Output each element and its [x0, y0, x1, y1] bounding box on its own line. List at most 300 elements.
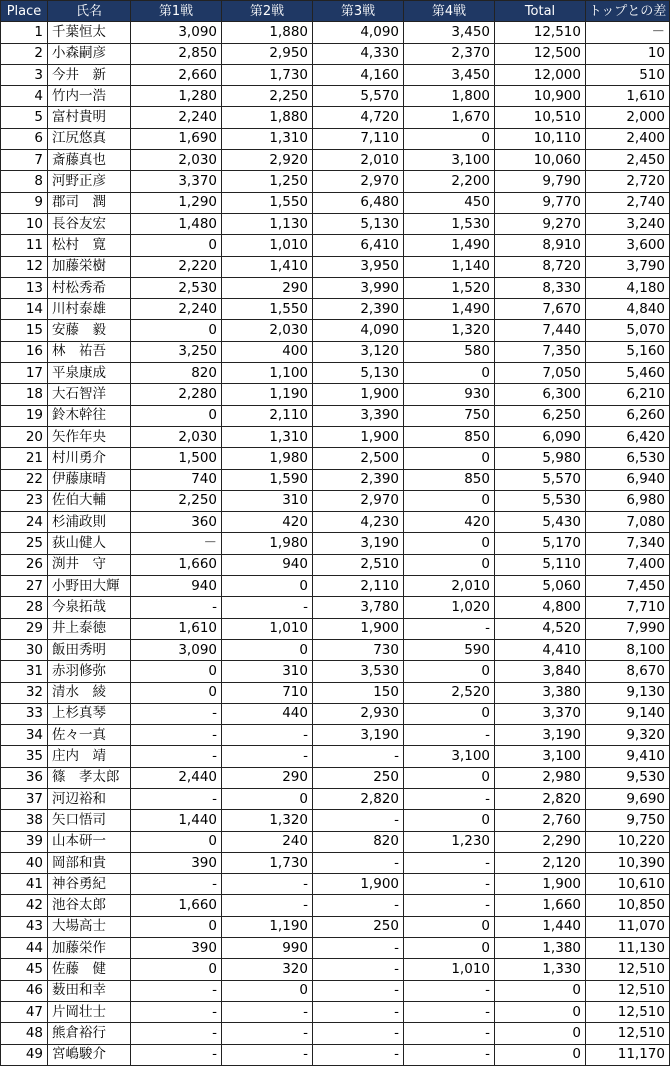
- place-cell: 45: [1, 959, 48, 980]
- round-3-cell: 820: [313, 831, 404, 852]
- round-1-cell: 3,250: [131, 341, 222, 362]
- table-row: [1, 639, 670, 660]
- round-2-cell: 1,010: [222, 618, 313, 639]
- round-1-cell: 2,220: [131, 256, 222, 277]
- gap-cell: 9,750: [586, 810, 670, 831]
- round-2-cell: -: [222, 1023, 313, 1044]
- round-1-cell: 360: [131, 512, 222, 533]
- round-2-cell: 1,190: [222, 384, 313, 405]
- total-cell: 3,840: [495, 661, 586, 682]
- round-3-cell: -: [313, 1044, 404, 1065]
- round-2-cell: 400: [222, 341, 313, 362]
- table-row: [1, 703, 670, 724]
- gap-cell: 7,710: [586, 597, 670, 618]
- round-1-cell: 1,690: [131, 128, 222, 149]
- table-row: [1, 746, 670, 767]
- table-row: [1, 938, 670, 959]
- total-cell: 10,060: [495, 150, 586, 171]
- name-cell: 長谷友宏: [48, 213, 131, 234]
- round-2-cell: -: [222, 725, 313, 746]
- table-row: [1, 107, 670, 128]
- name-cell: 佐々一真: [48, 725, 131, 746]
- table-row: [1, 320, 670, 341]
- round-1-cell: -: [131, 746, 222, 767]
- round-3-cell: 4,160: [313, 64, 404, 85]
- round-1-cell: 3,090: [131, 639, 222, 660]
- place-cell: 35: [1, 746, 48, 767]
- round-2-cell: -: [222, 874, 313, 895]
- gap-cell: 8,670: [586, 661, 670, 682]
- round-1-cell: 1,440: [131, 810, 222, 831]
- round-3-cell: 3,950: [313, 256, 404, 277]
- total-cell: 3,380: [495, 682, 586, 703]
- total-cell: 8,910: [495, 235, 586, 256]
- table-row: [1, 512, 670, 533]
- place-cell: 11: [1, 235, 48, 256]
- round-1-cell: 0: [131, 682, 222, 703]
- round-4-cell: 3,100: [404, 746, 495, 767]
- place-cell: 49: [1, 1044, 48, 1065]
- round-1-cell: -: [131, 788, 222, 809]
- name-cell: 片岡壮士: [48, 1001, 131, 1022]
- name-cell: 小野田大輝: [48, 576, 131, 597]
- round-2-cell: 1,590: [222, 469, 313, 490]
- total-cell: 6,090: [495, 426, 586, 447]
- header-row: [1, 1, 670, 22]
- round-4-cell: 0: [404, 703, 495, 724]
- round-4-cell: 1,140: [404, 256, 495, 277]
- total-cell: 2,120: [495, 852, 586, 873]
- name-cell: 佐藤 健: [48, 959, 131, 980]
- table-row: [1, 277, 670, 298]
- round-4-cell: -: [404, 852, 495, 873]
- name-cell: 竹内一浩: [48, 86, 131, 107]
- round-1-cell: -: [131, 597, 222, 618]
- round-4-cell: 1,530: [404, 213, 495, 234]
- round-4-cell: 2,370: [404, 43, 495, 64]
- place-cell: 42: [1, 895, 48, 916]
- round-4-cell: -: [404, 874, 495, 895]
- round-2-cell: 310: [222, 661, 313, 682]
- name-cell: 河野正彦: [48, 171, 131, 192]
- name-cell: 熊倉裕行: [48, 1023, 131, 1044]
- place-cell: 21: [1, 448, 48, 469]
- round-2-cell: 320: [222, 959, 313, 980]
- name-cell: 山本研一: [48, 831, 131, 852]
- round-2-cell: -: [222, 746, 313, 767]
- round-1-cell: 0: [131, 831, 222, 852]
- gap-cell: 2,740: [586, 192, 670, 213]
- gap-cell: 10: [586, 43, 670, 64]
- table-row: [1, 299, 670, 320]
- total-cell: 7,350: [495, 341, 586, 362]
- gap-cell: 9,320: [586, 725, 670, 746]
- round-3-cell: 3,190: [313, 533, 404, 554]
- round-2-cell: 990: [222, 938, 313, 959]
- total-cell: 7,050: [495, 363, 586, 384]
- total-cell: 1,330: [495, 959, 586, 980]
- place-cell: 23: [1, 490, 48, 511]
- gap-cell: 510: [586, 64, 670, 85]
- name-cell: 佐伯大輔: [48, 490, 131, 511]
- round-1-cell: 2,280: [131, 384, 222, 405]
- round-1-cell: -: [131, 703, 222, 724]
- round-1-cell: 0: [131, 661, 222, 682]
- place-cell: 39: [1, 831, 48, 852]
- round-2-cell: 290: [222, 277, 313, 298]
- header-gap-to-top: トップとの差: [586, 1, 670, 22]
- round-4-cell: 0: [404, 916, 495, 937]
- total-cell: 7,440: [495, 320, 586, 341]
- name-cell: 赤羽修弥: [48, 661, 131, 682]
- name-cell: 千葉恒太: [48, 22, 131, 43]
- round-2-cell: 1,730: [222, 852, 313, 873]
- round-2-cell: 1,250: [222, 171, 313, 192]
- gap-cell: 7,400: [586, 554, 670, 575]
- gap-cell: 3,600: [586, 235, 670, 256]
- round-4-cell: 2,520: [404, 682, 495, 703]
- round-4-cell: 1,490: [404, 235, 495, 256]
- name-cell: 荻山健人: [48, 533, 131, 554]
- round-1-cell: 390: [131, 852, 222, 873]
- name-cell: 林 祐吾: [48, 341, 131, 362]
- name-cell: 飯田秀明: [48, 639, 131, 660]
- round-1-cell: 0: [131, 916, 222, 937]
- gap-cell: 11,070: [586, 916, 670, 937]
- name-cell: 井上泰徳: [48, 618, 131, 639]
- round-1-cell: 2,030: [131, 426, 222, 447]
- table-row: [1, 384, 670, 405]
- table-row: [1, 618, 670, 639]
- round-3-cell: -: [313, 959, 404, 980]
- round-1-cell: 1,610: [131, 618, 222, 639]
- name-cell: 郡司 潤: [48, 192, 131, 213]
- place-cell: 37: [1, 788, 48, 809]
- gap-cell: 3,790: [586, 256, 670, 277]
- header-round-3: 第3戦: [313, 1, 404, 22]
- total-cell: 6,300: [495, 384, 586, 405]
- round-3-cell: 7,110: [313, 128, 404, 149]
- round-2-cell: 2,250: [222, 86, 313, 107]
- table-row: [1, 363, 670, 384]
- round-4-cell: 450: [404, 192, 495, 213]
- name-cell: 池谷太郎: [48, 895, 131, 916]
- gap-cell: 12,510: [586, 1023, 670, 1044]
- round-4-cell: 930: [404, 384, 495, 405]
- round-3-cell: -: [313, 810, 404, 831]
- round-2-cell: 1,130: [222, 213, 313, 234]
- round-1-cell: 2,440: [131, 767, 222, 788]
- total-cell: 9,270: [495, 213, 586, 234]
- table-row: [1, 916, 670, 937]
- round-4-cell: -: [404, 788, 495, 809]
- round-1-cell: 3,370: [131, 171, 222, 192]
- round-1-cell: 940: [131, 576, 222, 597]
- round-1-cell: 3,090: [131, 22, 222, 43]
- place-cell: 26: [1, 554, 48, 575]
- round-2-cell: 240: [222, 831, 313, 852]
- table-row: [1, 725, 670, 746]
- total-cell: 2,980: [495, 767, 586, 788]
- table-row: [1, 661, 670, 682]
- place-cell: 10: [1, 213, 48, 234]
- round-3-cell: 2,930: [313, 703, 404, 724]
- round-3-cell: 2,390: [313, 299, 404, 320]
- round-2-cell: 1,880: [222, 107, 313, 128]
- round-1-cell: -: [131, 980, 222, 1001]
- place-cell: 36: [1, 767, 48, 788]
- table-row: [1, 554, 670, 575]
- round-4-cell: -: [404, 725, 495, 746]
- total-cell: 1,380: [495, 938, 586, 959]
- round-4-cell: 1,010: [404, 959, 495, 980]
- gap-cell: 6,940: [586, 469, 670, 490]
- gap-cell: 6,210: [586, 384, 670, 405]
- place-cell: 15: [1, 320, 48, 341]
- round-4-cell: 1,020: [404, 597, 495, 618]
- total-cell: 5,530: [495, 490, 586, 511]
- round-1-cell: -: [131, 1023, 222, 1044]
- round-2-cell: -: [222, 1001, 313, 1022]
- place-cell: 6: [1, 128, 48, 149]
- round-2-cell: 0: [222, 980, 313, 1001]
- total-cell: 12,510: [495, 22, 586, 43]
- round-1-cell: 0: [131, 235, 222, 256]
- gap-cell: 5,460: [586, 363, 670, 384]
- place-cell: 24: [1, 512, 48, 533]
- header-round-2: 第2戦: [222, 1, 313, 22]
- round-3-cell: 3,530: [313, 661, 404, 682]
- round-4-cell: 2,010: [404, 576, 495, 597]
- table-row: [1, 1023, 670, 1044]
- round-1-cell: -: [131, 1001, 222, 1022]
- round-4-cell: 0: [404, 533, 495, 554]
- header-round-1: 第1戦: [131, 1, 222, 22]
- round-4-cell: 750: [404, 405, 495, 426]
- round-1-cell: 0: [131, 959, 222, 980]
- name-cell: 加藤栄樹: [48, 256, 131, 277]
- table-row: [1, 405, 670, 426]
- place-cell: 48: [1, 1023, 48, 1044]
- table-row: [1, 533, 670, 554]
- gap-cell: 2,720: [586, 171, 670, 192]
- round-4-cell: 2,200: [404, 171, 495, 192]
- header-name: 氏名: [48, 1, 131, 22]
- total-cell: 6,250: [495, 405, 586, 426]
- total-cell: 4,410: [495, 639, 586, 660]
- round-2-cell: 940: [222, 554, 313, 575]
- round-3-cell: -: [313, 746, 404, 767]
- total-cell: 4,800: [495, 597, 586, 618]
- total-cell: 7,670: [495, 299, 586, 320]
- name-cell: 庄内 靖: [48, 746, 131, 767]
- round-3-cell: 6,410: [313, 235, 404, 256]
- place-cell: 14: [1, 299, 48, 320]
- table-row: [1, 959, 670, 980]
- gap-cell: 5,160: [586, 341, 670, 362]
- table-row: [1, 426, 670, 447]
- round-1-cell: 2,850: [131, 43, 222, 64]
- round-4-cell: 3,100: [404, 150, 495, 171]
- gap-cell: 4,840: [586, 299, 670, 320]
- gap-cell: 7,990: [586, 618, 670, 639]
- total-cell: 2,290: [495, 831, 586, 852]
- name-cell: 清水 綾: [48, 682, 131, 703]
- round-4-cell: 1,320: [404, 320, 495, 341]
- name-cell: 今井 新: [48, 64, 131, 85]
- table-row: [1, 1044, 670, 1065]
- round-2-cell: 1,410: [222, 256, 313, 277]
- name-cell: 大場高士: [48, 916, 131, 937]
- gap-cell: 2,400: [586, 128, 670, 149]
- gap-cell: 12,510: [586, 1001, 670, 1022]
- table-row: [1, 171, 670, 192]
- round-2-cell: 1,550: [222, 192, 313, 213]
- name-cell: 小森嗣彦: [48, 43, 131, 64]
- place-cell: 43: [1, 916, 48, 937]
- table-row: [1, 235, 670, 256]
- round-2-cell: 0: [222, 576, 313, 597]
- gap-cell: 11,130: [586, 938, 670, 959]
- total-cell: 10,110: [495, 128, 586, 149]
- round-4-cell: -: [404, 618, 495, 639]
- round-3-cell: 3,990: [313, 277, 404, 298]
- table-row: [1, 767, 670, 788]
- table-row: [1, 256, 670, 277]
- table-row: [1, 86, 670, 107]
- round-3-cell: 2,820: [313, 788, 404, 809]
- round-3-cell: 1,900: [313, 384, 404, 405]
- round-1-cell: 0: [131, 405, 222, 426]
- round-4-cell: 850: [404, 469, 495, 490]
- round-3-cell: 2,510: [313, 554, 404, 575]
- round-3-cell: -: [313, 1001, 404, 1022]
- round-4-cell: 1,670: [404, 107, 495, 128]
- round-1-cell: 2,530: [131, 277, 222, 298]
- table-row: [1, 852, 670, 873]
- round-3-cell: 5,570: [313, 86, 404, 107]
- table-row: [1, 597, 670, 618]
- round-2-cell: 1,880: [222, 22, 313, 43]
- total-cell: 2,760: [495, 810, 586, 831]
- name-cell: 村松秀希: [48, 277, 131, 298]
- total-cell: 2,820: [495, 788, 586, 809]
- round-4-cell: 3,450: [404, 22, 495, 43]
- round-1-cell: 2,030: [131, 150, 222, 171]
- place-cell: 1: [1, 22, 48, 43]
- header-total: Total: [495, 1, 586, 22]
- place-cell: 34: [1, 725, 48, 746]
- round-2-cell: 420: [222, 512, 313, 533]
- name-cell: 上杉真琴: [48, 703, 131, 724]
- round-3-cell: 1,900: [313, 426, 404, 447]
- table-row: [1, 192, 670, 213]
- round-4-cell: 1,230: [404, 831, 495, 852]
- round-3-cell: 250: [313, 916, 404, 937]
- round-3-cell: 2,010: [313, 150, 404, 171]
- round-2-cell: 0: [222, 788, 313, 809]
- name-cell: 松村 寛: [48, 235, 131, 256]
- round-4-cell: 1,490: [404, 299, 495, 320]
- place-cell: 44: [1, 938, 48, 959]
- place-cell: 20: [1, 426, 48, 447]
- round-4-cell: 1,800: [404, 86, 495, 107]
- round-4-cell: 0: [404, 661, 495, 682]
- round-2-cell: 1,100: [222, 363, 313, 384]
- place-cell: 7: [1, 150, 48, 171]
- header-place: Place: [1, 1, 48, 22]
- round-3-cell: 3,190: [313, 725, 404, 746]
- table-row: [1, 128, 670, 149]
- total-cell: 9,770: [495, 192, 586, 213]
- total-cell: 9,790: [495, 171, 586, 192]
- round-2-cell: 1,980: [222, 533, 313, 554]
- round-3-cell: 1,900: [313, 618, 404, 639]
- total-cell: 5,570: [495, 469, 586, 490]
- place-cell: 32: [1, 682, 48, 703]
- place-cell: 47: [1, 1001, 48, 1022]
- round-3-cell: 2,970: [313, 490, 404, 511]
- table-row: [1, 150, 670, 171]
- total-cell: 12,000: [495, 64, 586, 85]
- round-3-cell: 1,900: [313, 874, 404, 895]
- round-1-cell: －: [131, 533, 222, 554]
- round-3-cell: 4,090: [313, 320, 404, 341]
- total-cell: 5,110: [495, 554, 586, 575]
- round-2-cell: 0: [222, 639, 313, 660]
- total-cell: 5,060: [495, 576, 586, 597]
- header-round-4: 第4戦: [404, 1, 495, 22]
- round-4-cell: 420: [404, 512, 495, 533]
- round-3-cell: 4,720: [313, 107, 404, 128]
- place-cell: 4: [1, 86, 48, 107]
- gap-cell: 12,510: [586, 980, 670, 1001]
- total-cell: 3,370: [495, 703, 586, 724]
- table-row: [1, 874, 670, 895]
- name-cell: 加藤栄作: [48, 938, 131, 959]
- gap-cell: 7,450: [586, 576, 670, 597]
- name-cell: 平泉康成: [48, 363, 131, 384]
- round-2-cell: 1,730: [222, 64, 313, 85]
- name-cell: 岡部和貴: [48, 852, 131, 873]
- round-1-cell: 1,290: [131, 192, 222, 213]
- name-cell: 渕井 守: [48, 554, 131, 575]
- total-cell: 5,170: [495, 533, 586, 554]
- round-3-cell: 5,130: [313, 213, 404, 234]
- round-1-cell: 390: [131, 938, 222, 959]
- table-row: [1, 980, 670, 1001]
- round-2-cell: 1,550: [222, 299, 313, 320]
- place-cell: 13: [1, 277, 48, 298]
- round-4-cell: -: [404, 1001, 495, 1022]
- place-cell: 2: [1, 43, 48, 64]
- table-row: [1, 469, 670, 490]
- place-cell: 38: [1, 810, 48, 831]
- round-4-cell: -: [404, 895, 495, 916]
- table-row: [1, 448, 670, 469]
- round-3-cell: -: [313, 938, 404, 959]
- total-cell: 5,430: [495, 512, 586, 533]
- gap-cell: 3,240: [586, 213, 670, 234]
- round-2-cell: 1,980: [222, 448, 313, 469]
- place-cell: 5: [1, 107, 48, 128]
- name-cell: 今泉拓哉: [48, 597, 131, 618]
- table-row: [1, 788, 670, 809]
- round-2-cell: 1,310: [222, 128, 313, 149]
- gap-cell: 10,610: [586, 874, 670, 895]
- gap-cell: 8,100: [586, 639, 670, 660]
- total-cell: 4,520: [495, 618, 586, 639]
